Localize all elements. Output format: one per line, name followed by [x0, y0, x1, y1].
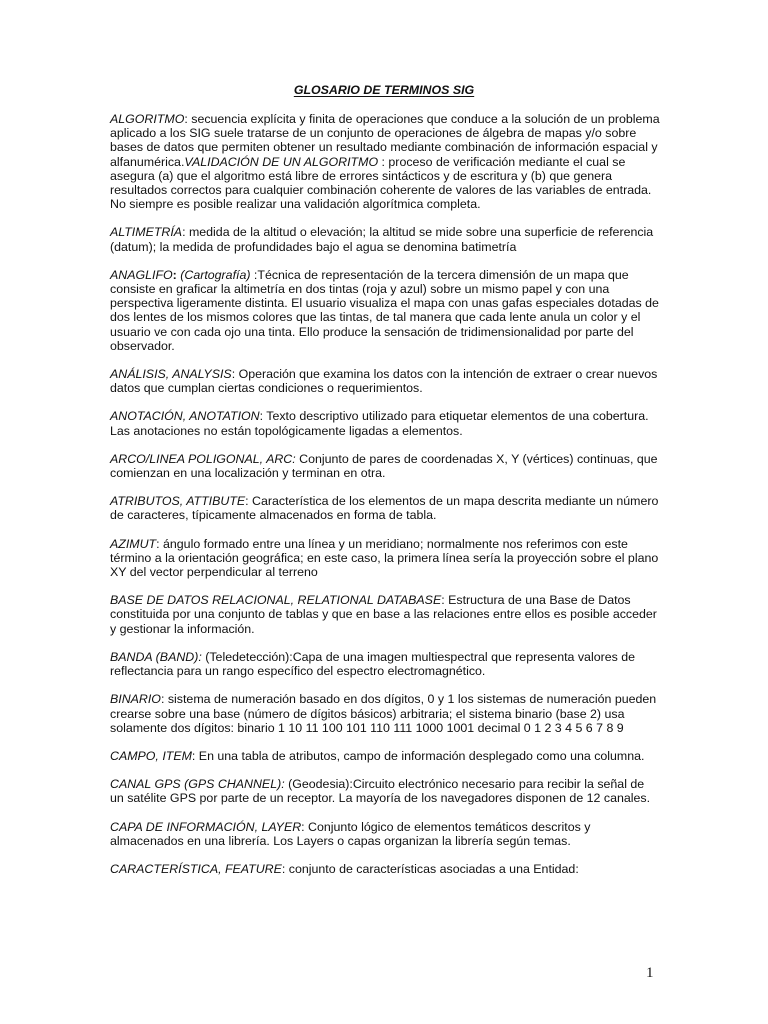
entry-term: ALGORITMO	[110, 112, 185, 126]
glossary-body	[110, 112, 660, 890]
entry-term: BANDA (BAND):	[110, 649, 202, 664]
entry-term: CANAL GPS (GPS CHANNEL):	[110, 777, 285, 792]
glossary-entry-azimut	[110, 537, 660, 580]
entry-definition: : Operación que examina los datos con la intención de extraer o crear nuevos datos que cumplan ciertas condiciones o requerimientos.	[110, 367, 658, 396]
entry-definition: (Teledetección):Capa de una imagen multiespectral que representa valores de reflectancia para un rango específico del espectro electromagnético.	[110, 649, 636, 679]
glossary-entry-algoritmo	[110, 112, 660, 211]
entry-definition: : secuencia explícita y finita de operaciones que conduce a la solución de un problema aplicado a los SIG suele tratarse de un conjunto de operaciones de álgebra de mapas y/o sobre bases de datos que permiten obtener un resultado mediante combinación de información espacial y alfanumérica.	[110, 112, 660, 169]
entry-term: CAPA DE INFORMACIÓN, LAYER	[110, 819, 302, 834]
glossary-entry-analisis	[110, 367, 660, 395]
glossary-entry-anotacion	[110, 409, 660, 437]
entry-definition: : conjunto de características asociadas a una Entidad:	[281, 861, 579, 876]
entry-term: CARACTERÍSTICA, FEATURE	[110, 861, 282, 876]
entry-term-qualifier: (Cartografía)	[176, 267, 251, 282]
entry-definition: (Geodesia):Circuito electrónico necesario para recibir la señal de un satélite GPS por parte de un receptor. La mayoría de los navegadores disponen de 12 canales.	[110, 777, 651, 806]
entry-term: BASE DE DATOS RELACIONAL, RELATIONAL DATABASE	[110, 593, 442, 608]
entry-definition: : En una tabla de atributos, campo de información desplegado como una columna.	[191, 748, 645, 763]
glossary-entry-canal-gps	[110, 777, 660, 805]
entry-term: BINARIO	[110, 692, 161, 707]
entry-term: ALTIMETRÍA	[110, 225, 183, 240]
glossary-entry-arco	[110, 452, 660, 480]
entry-definition: : Conjunto lógico de elementos temáticos descritos y almacenados en una librería. Los Layers o capas organizan la librería según temas.	[110, 819, 591, 848]
entry-term: CAMPO, ITEM	[110, 748, 192, 763]
glossary-entry-campo	[110, 749, 660, 763]
glossary-entry-binario	[110, 692, 660, 735]
entry-term: ATRIBUTOS, ATTIBUTE	[110, 494, 246, 509]
document-title: GLOSARIO DE TERMINOS SIG	[293, 83, 475, 97]
entry-definition: : medida de la altitud o elevación; la altitud se mide sobre una superficie de referencia (datum); la medida de profundidades bajo el agua se denomina batimetría	[110, 225, 654, 254]
entry-term: AZIMUT	[110, 536, 157, 551]
glossary-entry-altimetria	[110, 225, 660, 253]
glossary-entry-anaglifo	[110, 268, 660, 353]
entry-definition: :Técnica de representación de la tercera dimensión de un mapa que consiste en graficar la altimetría en dos tintas (roja y azul) sobre un mismo papel y con una perspectiva ligeramente distinta. El usuario visualiza el mapa con unas gafas especiales dotadas de dos lentes de los mismos colores que las tintas, de tal manera que cada lente anula un color y el usuario ve con cada ojo una tinta. Ello produce la sensación de tridimensionalidad por parte del observador.	[110, 267, 659, 353]
entry-term: ANOTACIÓN, ANOTATION	[110, 409, 260, 424]
glossary-entry-base-de-datos	[110, 593, 660, 636]
entry-term-validacion: VALIDACIÓN DE UN ALGORITMO	[184, 154, 379, 169]
entry-term: ANAGLIFO	[110, 267, 173, 282]
entry-term-colon: :	[172, 267, 177, 282]
entry-definition: : Estructura de una Base de Datos constituida por una conjunto de tablas y que en base a las relaciones entre ellos es posible acceder y gestionar la información.	[110, 593, 657, 636]
entry-definition: : Característica de los elementos de un mapa descrita mediante un número de caracteres, típicamente almacenados en forma de tabla.	[110, 494, 659, 523]
entry-definition-validacion: : proceso de verificación mediante el cual se asegura (a) que el algoritmo está libre de errores sintácticos y de escritura y (b) que genera resultados correctos para cualquier combinación coherente de valores de las variables de entrada. No siempre es posible realizar una validación algorítmica completa.	[110, 154, 652, 212]
entry-term: ARCO/LINEA POLIGONAL, ARC:	[110, 451, 296, 466]
entry-definition: : ángulo formado entre una línea y un meridiano; normalmente nos referimos con este término a la orientación geográfica; en este caso, la primera línea sería la proyección sobre el plano XY del vector perpendicular al terreno	[110, 536, 659, 580]
entry-term: ANÁLISIS, ANALYSIS	[110, 367, 232, 382]
glossary-entry-capa	[110, 820, 660, 848]
entry-definition: : Texto descriptivo utilizado para etiquetar elementos de una cobertura. Las anotaciones no están topológicamente ligadas a elementos.	[110, 409, 649, 438]
entry-definition: : sistema de numeración basado en dos dígitos, 0 y 1 los sistemas de numeración pueden crearse sobre una base (número de dígitos básicos) arbitraria; el sistema binario (base 2) usa solamente dos dígitos: binario 1 10 11 100 101 110 111 1000 1001 decimal 0 1 2 3 4 5 6 7 8 9	[110, 692, 657, 735]
glossary-entry-atributos	[110, 494, 660, 522]
glossary-entry-banda	[110, 650, 660, 678]
page-number: 1	[646, 965, 654, 981]
glossary-entry-caracteristica	[110, 862, 660, 876]
entry-definition: Conjunto de pares de coordenadas X, Y (vértices) continuas, que comienzan en una localización y terminan en otra.	[110, 451, 658, 481]
